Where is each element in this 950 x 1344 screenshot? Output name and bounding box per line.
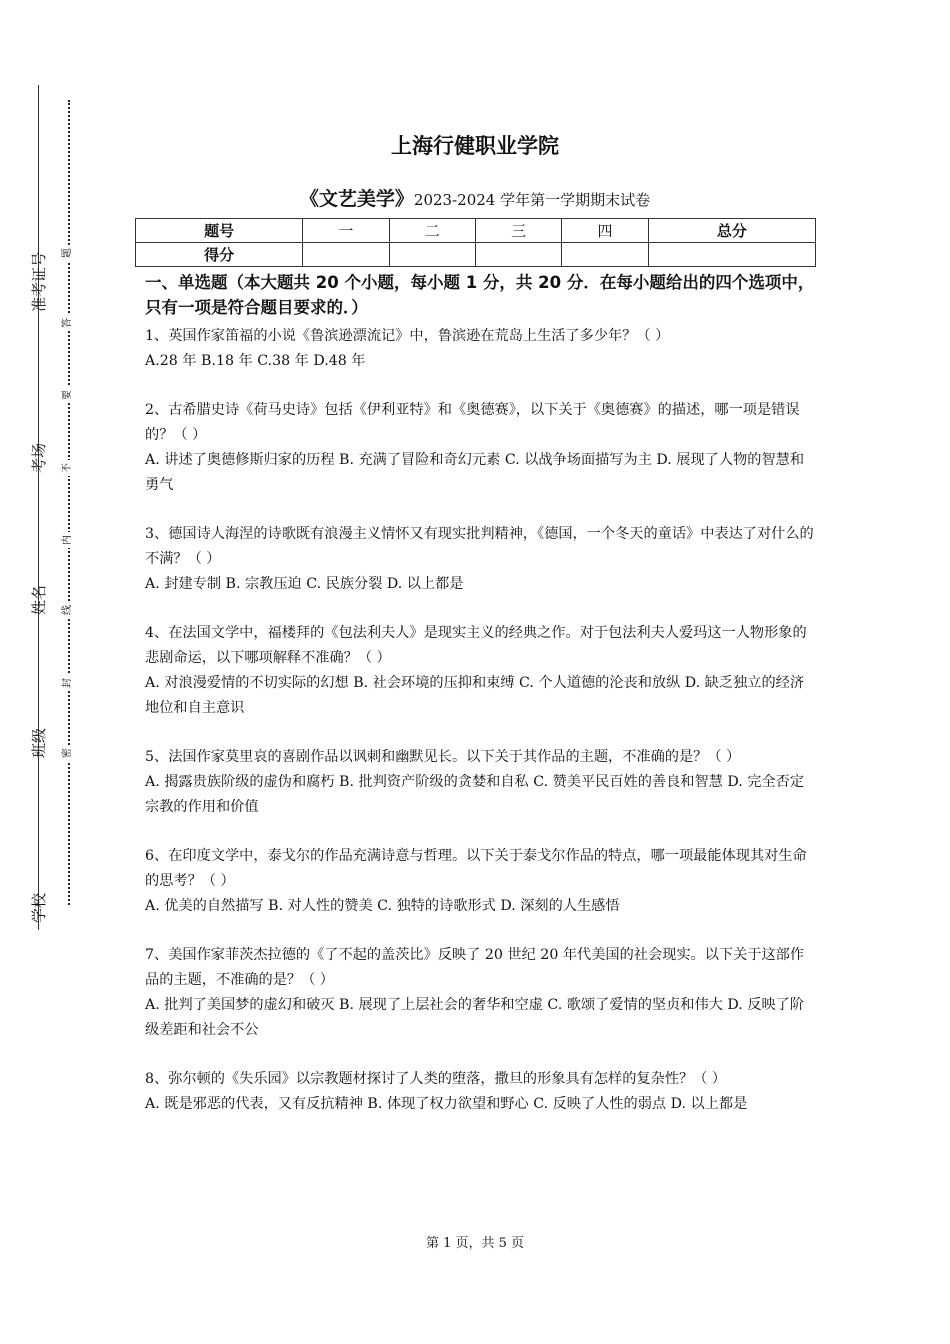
question-options: A. 讲述了奥德修斯归家的历程 B. 充满了冒险和奇幻元素 C. 以战争场面描写为主 D. 展现了人物的智慧和勇气	[145, 452, 805, 493]
seal-char: 答	[60, 315, 76, 331]
name-label: 姓名	[30, 585, 48, 616]
question-stem: 5、法国作家莫里哀的喜剧作品以讽刺和幽默见长。以下关于其作品的主题，不准确的是？（ ）	[145, 749, 741, 765]
exam-subtitle	[0, 184, 950, 211]
seal-char: 封	[60, 675, 76, 691]
question	[145, 621, 815, 721]
exam-content	[145, 270, 815, 1141]
question-stem: 1、英国作家笛福的小说《鲁滨逊漂流记》中，鲁滨逊在荒岛上生活了多少年？（ ）	[145, 328, 670, 344]
score-header-cell: 总分	[648, 219, 815, 243]
score-cell	[475, 243, 561, 267]
school-label: 学校	[30, 893, 48, 924]
question-options: A. 批判了美国梦的虚幻和破灭 B. 展现了上层社会的奢华和空虚 C. 歌颂了爱情的坚贞和伟大 D. 反映了阶级差距和社会不公	[145, 997, 805, 1038]
score-cell	[389, 243, 475, 267]
seal-dotted-line	[68, 100, 70, 905]
score-header-cell: 二	[389, 219, 475, 243]
question	[145, 1067, 815, 1117]
question-options: A. 对浪漫爱情的不切实际的幻想 B. 社会环境的压抑和束缚 C. 个人道德的沦丧和放纵 D. 缺乏独立的经济地位和自主意识	[145, 675, 805, 716]
question-stem: 6、在印度文学中，泰戈尔的作品充满诗意与哲理。以下关于泰戈尔作品的特点，哪一项最能体现其对生命的思考？（ ）	[145, 848, 807, 889]
question-stem: 4、在法国文学中，福楼拜的《包法利夫人》是现实主义的经典之作。对于包法利夫人爱玛这一人物形象的悲剧命运，以下哪项解释不准确？（ ）	[145, 625, 807, 666]
question	[145, 745, 815, 820]
question	[145, 844, 815, 919]
score-cell	[303, 243, 389, 267]
score-cell	[562, 243, 648, 267]
score-row-label: 得分	[136, 243, 303, 267]
score-header-cell: 三	[475, 219, 561, 243]
exam-room-label: 考场	[30, 443, 48, 474]
question-options: A. 既是邪恶的代表，又有反抗精神 B. 体现了权力欲望和野心 C. 反映了人性的弱点 D. 以上都是	[145, 1096, 748, 1112]
score-header-cell: 一	[303, 219, 389, 243]
binding-solid-line	[38, 85, 39, 930]
seal-char: 不	[60, 460, 76, 476]
question-stem: 8、弥尔顿的《失乐园》以宗教题材探讨了人类的堕落，撒旦的形象具有怎样的复杂性？（ ）	[145, 1071, 727, 1087]
seal-char: 内	[60, 532, 76, 548]
question-stem: 7、美国作家菲茨杰拉德的《了不起的盖茨比》反映了 20 世纪 20 年代美国的社会现实。以下关于这部作品的主题，不准确的是？（ ）	[145, 947, 805, 988]
question	[145, 943, 815, 1043]
section-heading: 一、单选题（本大题共 20 个小题，每小题 1 分，共 20 分．在每小题给出的四个选项中，只有一项是符合题目要求的．）	[145, 273, 815, 317]
score-header-cell: 题号	[136, 219, 303, 243]
class-label: 班级	[30, 728, 48, 759]
school-title: 上海行健职业学院	[391, 134, 559, 158]
seal-char: 密	[60, 745, 76, 761]
question-stem: 3、德国诗人海涅的诗歌既有浪漫主义情怀又有现实批判精神，《德国，一个冬天的童话》中表达了对什么的不满？（ ）	[145, 526, 814, 567]
term-text: 2023-2024 学年第一学期期末试卷	[413, 191, 651, 209]
seal-char: 线	[60, 602, 76, 618]
question	[145, 522, 815, 597]
score-table	[135, 218, 816, 267]
question-stem: 2、古希腊史诗《荷马史诗》包括《伊利亚特》和《奥德赛》，以下关于《奥德赛》的描述，哪一项是错误的？（ ）	[145, 402, 800, 443]
score-header-cell: 四	[562, 219, 648, 243]
question-options: A. 优美的自然描写 B. 对人性的赞美 C. 独特的诗歌形式 D. 深刻的人生感悟	[145, 898, 620, 914]
question-options: A.28 年 B.18 年 C.38 年 D.48 年	[145, 353, 366, 369]
course-title: 《文艺美学》	[299, 188, 414, 210]
page-footer: 第 1 页，共 5 页	[425, 1236, 525, 1251]
question-options: A. 揭露贵族阶级的虚伪和腐朽 B. 批判资产阶级的贪婪和自私 C. 赞美平民百姓的善良和智慧 D. 完全否定宗教的作用和价值	[145, 774, 805, 815]
score-cell	[648, 243, 815, 267]
question	[145, 398, 815, 498]
question	[145, 324, 815, 374]
score-table-row	[136, 243, 816, 267]
seal-char: 题	[60, 245, 76, 261]
score-table-header-row	[136, 219, 816, 243]
seal-char: 要	[60, 387, 76, 403]
exam-number-label: 准考证号	[30, 251, 48, 312]
question-options: A. 封建专制 B. 宗教压迫 C. 民族分裂 D. 以上都是	[145, 576, 464, 592]
